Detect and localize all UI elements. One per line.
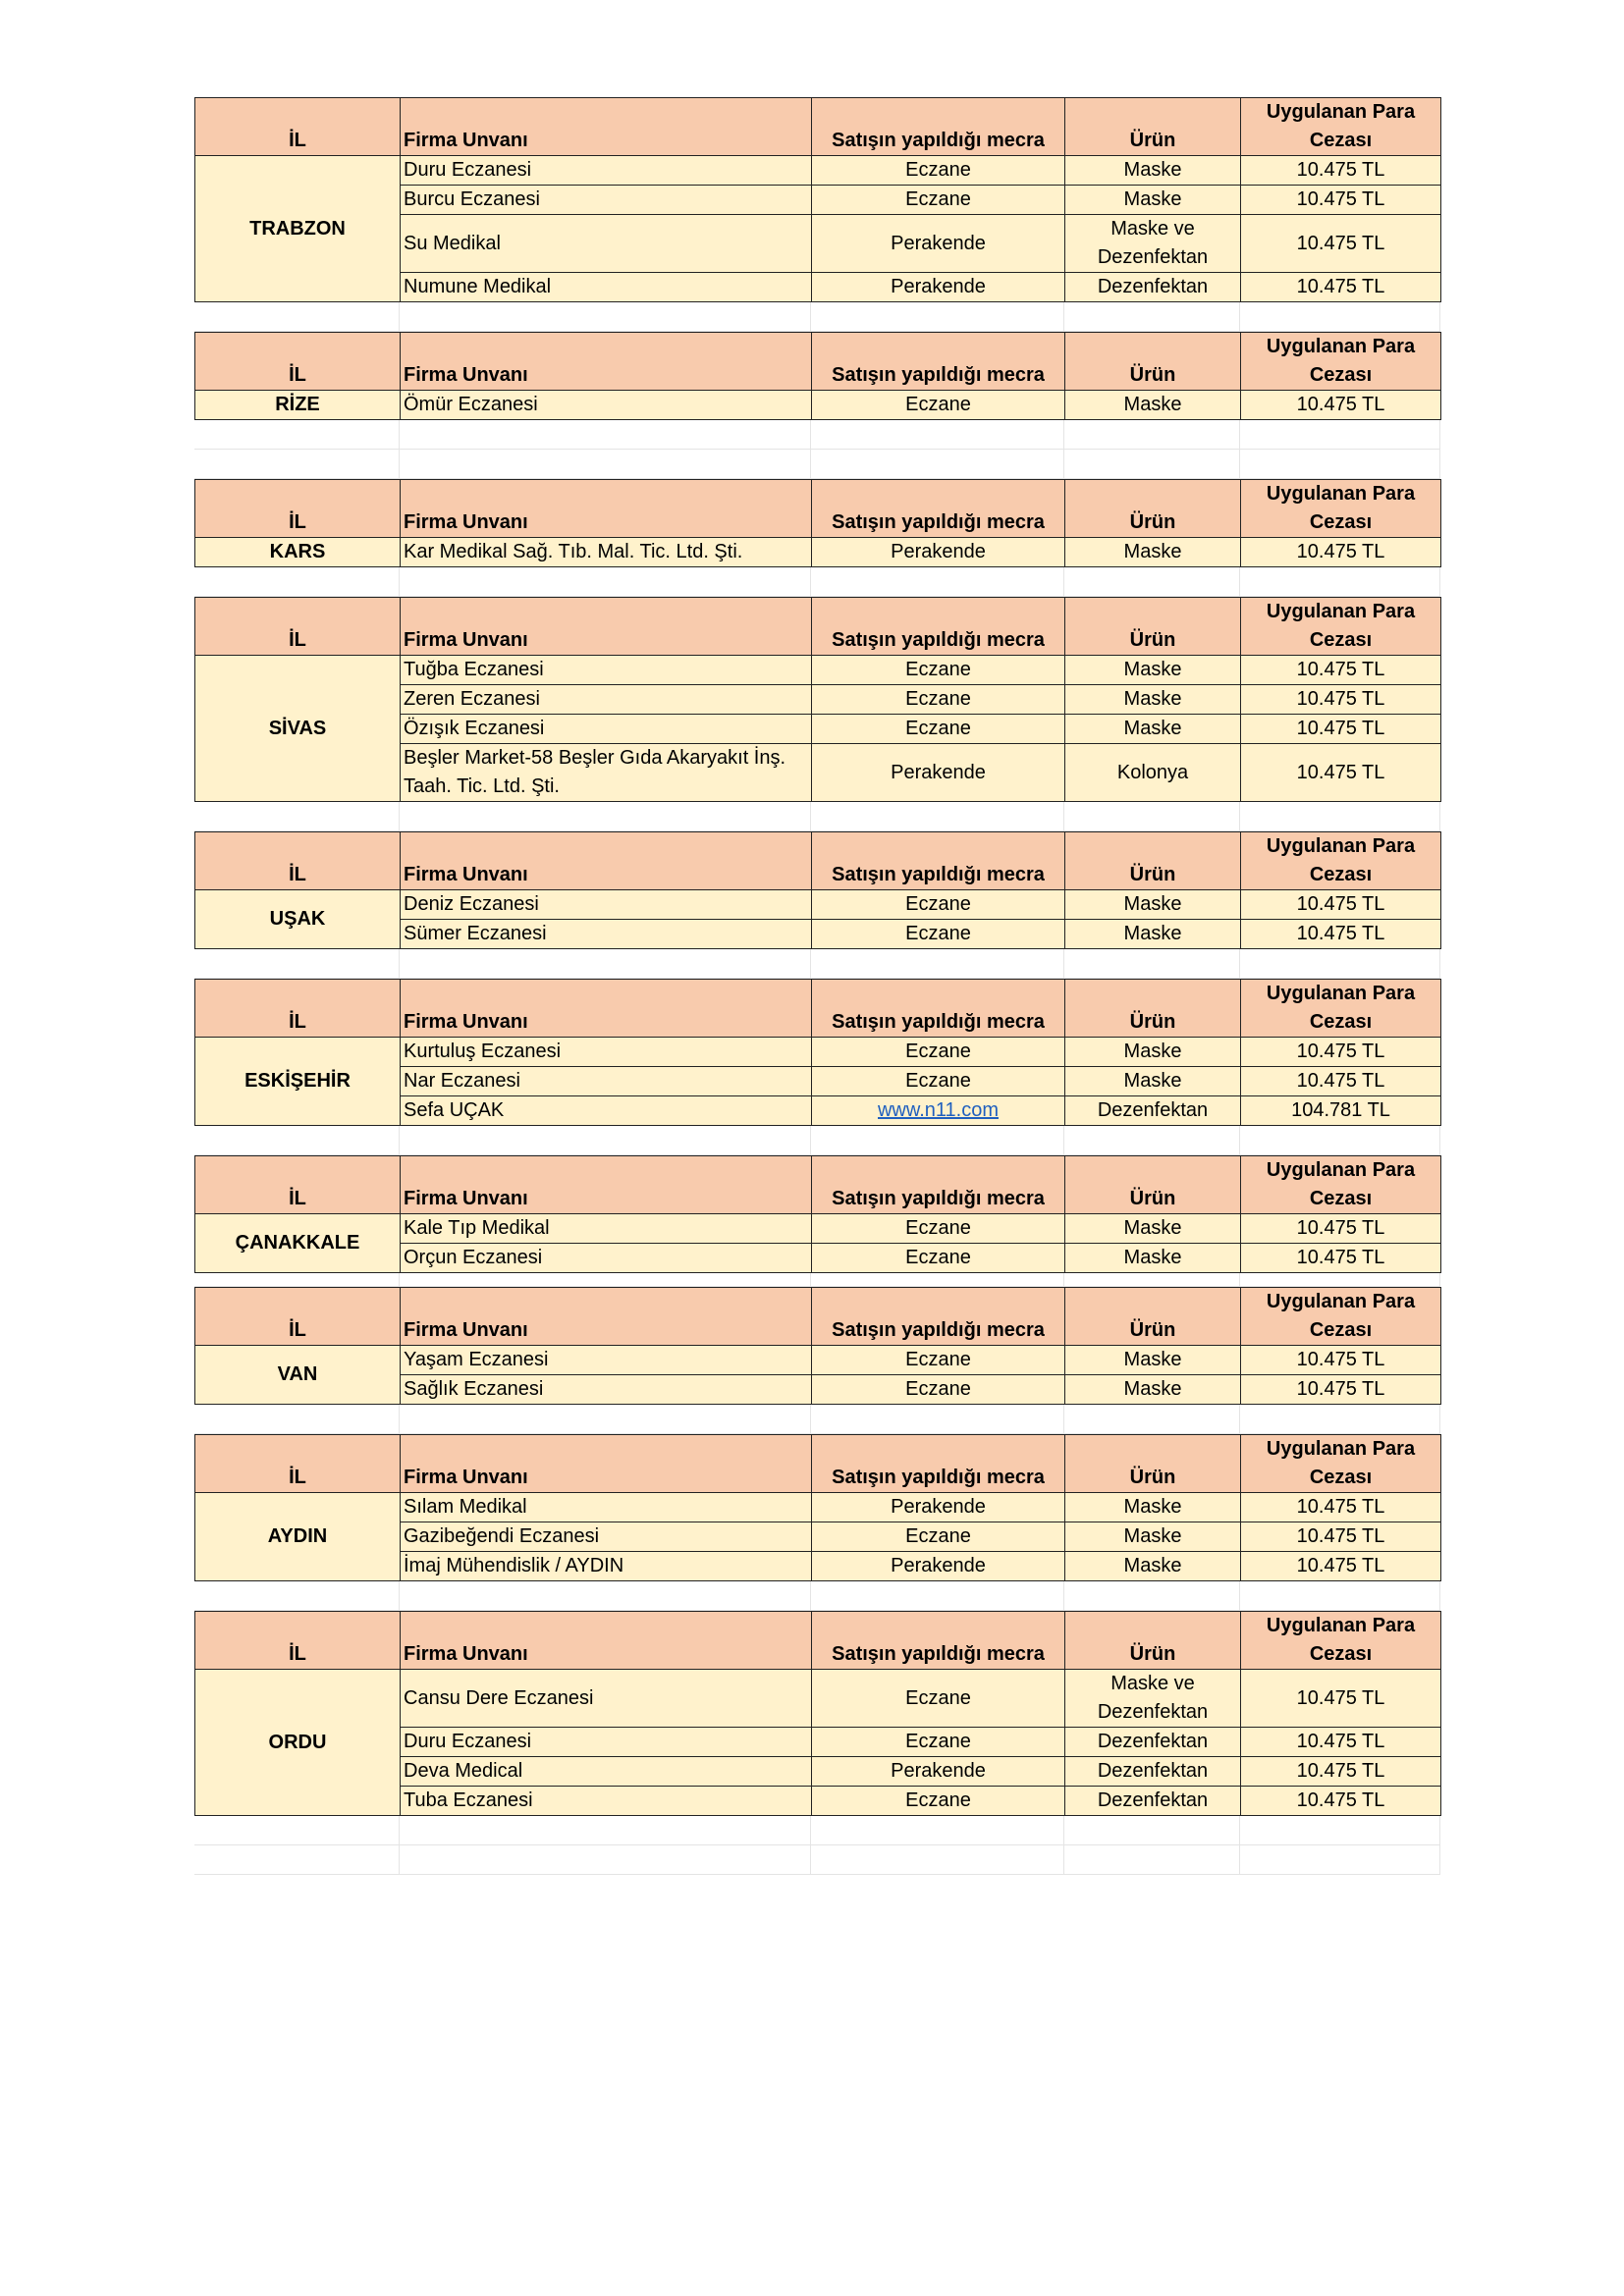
firm-name: Cansu Dere Eczanesi [401, 1670, 812, 1728]
product: Maske [1065, 1346, 1241, 1375]
product: Maske ve Dezenfektan [1065, 215, 1241, 273]
sales-channel: Eczane [812, 156, 1065, 186]
empty-cell [400, 420, 811, 450]
fine-amount: 10.475 TL [1241, 1214, 1441, 1244]
fine-amount: 10.475 TL [1241, 744, 1441, 802]
sales-channel: Eczane [812, 1346, 1065, 1375]
firm-name: Gazibeğendi Eczanesi [401, 1522, 812, 1552]
firm-name: Duru Eczanesi [401, 156, 812, 186]
header-il: İL [195, 832, 401, 890]
province-table [194, 597, 1441, 802]
header-ceza: Uygulanan Para Cezası [1241, 598, 1441, 656]
header-il: İL [195, 98, 401, 156]
header-mecra: Satışın yapıldığı mecra [812, 598, 1065, 656]
sales-channel: Eczane [812, 890, 1065, 920]
header-urun: Ürün [1065, 98, 1241, 156]
empty-cell [400, 1816, 811, 1845]
province-table [194, 332, 1441, 420]
empty-cell [1240, 949, 1440, 979]
header-urun: Ürün [1065, 480, 1241, 538]
fine-amount: 10.475 TL [1241, 890, 1441, 920]
empty-cell [811, 302, 1064, 332]
spacer-rows [194, 1816, 1440, 1875]
sales-channel: Eczane [812, 1067, 1065, 1096]
fine-amount: 10.475 TL [1241, 1244, 1441, 1273]
header-firma: Firma Unvanı [401, 598, 812, 656]
table-row [195, 391, 1441, 420]
empty-cell [400, 450, 811, 479]
table-row [195, 538, 1441, 567]
header-mecra: Satışın yapıldığı mecra [812, 980, 1065, 1038]
product: Dezenfektan [1065, 1757, 1241, 1787]
table-row [195, 1493, 1441, 1522]
header-il: İL [195, 1612, 401, 1670]
empty-cell [1240, 420, 1440, 450]
header-ceza: Uygulanan Para Cezası [1241, 1156, 1441, 1214]
empty-cell [1240, 1816, 1440, 1845]
table-row [195, 1670, 1441, 1728]
sales-channel: Perakende [812, 1757, 1065, 1787]
spacer-rows [194, 302, 1440, 332]
empty-cell [1240, 1581, 1440, 1611]
sales-channel: Perakende [812, 744, 1065, 802]
province-table [194, 97, 1441, 302]
product: Maske [1065, 1067, 1241, 1096]
table-row [195, 1346, 1441, 1375]
sales-channel-link[interactable]: www.n11.com [877, 1099, 999, 1121]
product: Dezenfektan [1065, 1096, 1241, 1126]
empty-cell [1240, 1845, 1440, 1875]
header-firma: Firma Unvanı [401, 980, 812, 1038]
spacer-rows [194, 802, 1440, 831]
empty-cell [194, 949, 400, 979]
header-ceza: Uygulanan Para Cezası [1241, 480, 1441, 538]
empty-cell [400, 802, 811, 831]
fine-amount: 10.475 TL [1241, 715, 1441, 744]
header-firma: Firma Unvanı [401, 832, 812, 890]
sales-channel: Eczane [812, 1214, 1065, 1244]
empty-cell [194, 1845, 400, 1875]
spacer-rows [194, 1405, 1440, 1434]
header-firma: Firma Unvanı [401, 1156, 812, 1214]
fine-amount: 10.475 TL [1241, 1552, 1441, 1581]
product: Dezenfektan [1065, 1728, 1241, 1757]
sales-channel: Eczane [812, 1787, 1065, 1816]
province-name: TRABZON [195, 156, 401, 302]
empty-cell [400, 1581, 811, 1611]
firm-name: Tuğba Eczanesi [401, 656, 812, 685]
empty-cell [1064, 1126, 1240, 1155]
empty-cell [194, 1126, 400, 1155]
empty-cell [811, 567, 1064, 597]
spacer-rows [194, 420, 1440, 479]
sales-channel: Perakende [812, 215, 1065, 273]
header-firma: Firma Unvanı [401, 480, 812, 538]
table-row [195, 1214, 1441, 1244]
fine-amount: 10.475 TL [1241, 186, 1441, 215]
header-row [195, 1288, 1441, 1346]
header-urun: Ürün [1065, 832, 1241, 890]
empty-cell [811, 1845, 1064, 1875]
empty-cell [194, 1273, 400, 1287]
fine-amount: 10.475 TL [1241, 685, 1441, 715]
firm-name: Deva Medical [401, 1757, 812, 1787]
fine-amount: 10.475 TL [1241, 1493, 1441, 1522]
empty-cell [400, 1126, 811, 1155]
sales-channel: Eczane [812, 715, 1065, 744]
header-firma: Firma Unvanı [401, 1435, 812, 1493]
spacer-rows [194, 567, 1440, 597]
empty-cell [1064, 567, 1240, 597]
header-ceza: Uygulanan Para Cezası [1241, 98, 1441, 156]
empty-cell [400, 949, 811, 979]
province-name: ESKİŞEHİR [195, 1038, 401, 1126]
table-row [195, 156, 1441, 186]
fine-amount: 10.475 TL [1241, 273, 1441, 302]
empty-cell [1240, 1126, 1440, 1155]
product: Maske [1065, 1375, 1241, 1405]
product: Maske [1065, 656, 1241, 685]
firm-name: Nar Eczanesi [401, 1067, 812, 1096]
empty-cell [400, 1273, 811, 1287]
table-row [195, 1038, 1441, 1067]
fine-amount: 10.475 TL [1241, 1787, 1441, 1816]
sales-channel: Perakende [812, 1552, 1065, 1581]
spacer-rows [194, 1273, 1440, 1287]
firm-name: Sümer Eczanesi [401, 920, 812, 949]
fine-amount: 10.475 TL [1241, 1038, 1441, 1067]
header-urun: Ürün [1065, 333, 1241, 391]
province-table [194, 1155, 1441, 1273]
header-mecra: Satışın yapıldığı mecra [812, 1288, 1065, 1346]
empty-cell [194, 450, 400, 479]
empty-cell [1240, 302, 1440, 332]
empty-cell [1064, 302, 1240, 332]
header-row [195, 480, 1441, 538]
fine-amount: 10.475 TL [1241, 920, 1441, 949]
product: Dezenfektan [1065, 1787, 1241, 1816]
product: Maske [1065, 685, 1241, 715]
province-name: ÇANAKKALE [195, 1214, 401, 1273]
product: Maske [1065, 920, 1241, 949]
sales-channel: Eczane [812, 920, 1065, 949]
empty-cell [194, 302, 400, 332]
product: Maske [1065, 890, 1241, 920]
empty-cell [400, 1405, 811, 1434]
header-ceza: Uygulanan Para Cezası [1241, 832, 1441, 890]
province-name: SİVAS [195, 656, 401, 802]
province-table [194, 979, 1441, 1126]
product: Maske [1065, 1552, 1241, 1581]
empty-cell [811, 1816, 1064, 1845]
header-il: İL [195, 1156, 401, 1214]
province-table [194, 1287, 1441, 1405]
header-mecra: Satışın yapıldığı mecra [812, 98, 1065, 156]
header-row [195, 1156, 1441, 1214]
product: Maske [1065, 1493, 1241, 1522]
empty-cell [1240, 802, 1440, 831]
header-il: İL [195, 480, 401, 538]
header-ceza: Uygulanan Para Cezası [1241, 1288, 1441, 1346]
empty-cell [1064, 1581, 1240, 1611]
empty-cell [811, 1581, 1064, 1611]
header-firma: Firma Unvanı [401, 1288, 812, 1346]
empty-cell [1064, 1845, 1240, 1875]
empty-cell [1064, 802, 1240, 831]
product: Maske [1065, 1038, 1241, 1067]
firm-name: Su Medikal [401, 215, 812, 273]
sales-channel: Eczane [812, 1244, 1065, 1273]
empty-cell [811, 1405, 1064, 1434]
province-name: VAN [195, 1346, 401, 1405]
empty-cell [194, 1405, 400, 1434]
header-il: İL [195, 980, 401, 1038]
firm-name: Tuba Eczanesi [401, 1787, 812, 1816]
empty-cell [1064, 1816, 1240, 1845]
header-il: İL [195, 1288, 401, 1346]
empty-cell [1240, 1273, 1440, 1287]
sales-channel: Eczane [812, 1375, 1065, 1405]
sales-channel: Eczane [812, 391, 1065, 420]
empty-cell [1240, 450, 1440, 479]
fine-amount: 10.475 TL [1241, 215, 1441, 273]
header-urun: Ürün [1065, 1156, 1241, 1214]
empty-cell [811, 450, 1064, 479]
province-table [194, 831, 1441, 949]
empty-cell [194, 420, 400, 450]
sales-channel: Eczane [812, 685, 1065, 715]
sales-channel: Perakende [812, 1493, 1065, 1522]
empty-cell [194, 802, 400, 831]
fine-amount: 10.475 TL [1241, 1757, 1441, 1787]
product: Dezenfektan [1065, 273, 1241, 302]
header-ceza: Uygulanan Para Cezası [1241, 980, 1441, 1038]
firm-name: Yaşam Eczanesi [401, 1346, 812, 1375]
empty-cell [1064, 1273, 1240, 1287]
header-ceza: Uygulanan Para Cezası [1241, 333, 1441, 391]
firm-name: Sağlık Eczanesi [401, 1375, 812, 1405]
empty-cell [811, 1273, 1064, 1287]
empty-cell [811, 1126, 1064, 1155]
fine-amount: 10.475 TL [1241, 1067, 1441, 1096]
firm-name: Kurtuluş Eczanesi [401, 1038, 812, 1067]
firm-name: Kar Medikal Sağ. Tıb. Mal. Tic. Ltd. Şti. [401, 538, 812, 567]
product: Maske [1065, 1214, 1241, 1244]
empty-cell [194, 1816, 400, 1845]
firm-name: Duru Eczanesi [401, 1728, 812, 1757]
spreadsheet-page [194, 97, 1440, 1875]
product: Maske [1065, 186, 1241, 215]
spacer-rows [194, 1126, 1440, 1155]
header-urun: Ürün [1065, 598, 1241, 656]
firm-name: Sefa UÇAK [401, 1096, 812, 1126]
header-il: İL [195, 598, 401, 656]
product: Maske [1065, 156, 1241, 186]
fine-amount: 104.781 TL [1241, 1096, 1441, 1126]
empty-cell [400, 1845, 811, 1875]
firm-name: Numune Medikal [401, 273, 812, 302]
header-il: İL [195, 1435, 401, 1493]
sales-channel: Eczane [812, 1728, 1065, 1757]
firm-name: Kale Tıp Medikal [401, 1214, 812, 1244]
spacer-rows [194, 949, 1440, 979]
sales-channel: Eczane [812, 656, 1065, 685]
empty-cell [1240, 1405, 1440, 1434]
firm-name: Zeren Eczanesi [401, 685, 812, 715]
sales-channel: Perakende [812, 538, 1065, 567]
empty-cell [1240, 567, 1440, 597]
header-urun: Ürün [1065, 1435, 1241, 1493]
header-firma: Firma Unvanı [401, 1612, 812, 1670]
header-row [195, 1612, 1441, 1670]
province-name: RİZE [195, 391, 401, 420]
table-row [195, 656, 1441, 685]
fine-amount: 10.475 TL [1241, 1670, 1441, 1728]
firm-name: Ömür Eczanesi [401, 391, 812, 420]
product: Maske ve Dezenfektan [1065, 1670, 1241, 1728]
header-row [195, 832, 1441, 890]
product: Maske [1065, 715, 1241, 744]
header-il: İL [195, 333, 401, 391]
header-row [195, 598, 1441, 656]
header-ceza: Uygulanan Para Cezası [1241, 1612, 1441, 1670]
product: Maske [1065, 391, 1241, 420]
fine-amount: 10.475 TL [1241, 1346, 1441, 1375]
header-mecra: Satışın yapıldığı mecra [812, 832, 1065, 890]
empty-cell [1064, 949, 1240, 979]
firm-name: Deniz Eczanesi [401, 890, 812, 920]
product: Maske [1065, 538, 1241, 567]
empty-cell [1064, 420, 1240, 450]
header-urun: Ürün [1065, 1288, 1241, 1346]
province-table [194, 479, 1441, 567]
sales-channel: Perakende [812, 273, 1065, 302]
header-mecra: Satışın yapıldığı mecra [812, 1612, 1065, 1670]
product: Kolonya [1065, 744, 1241, 802]
firm-name: Orçun Eczanesi [401, 1244, 812, 1273]
province-name: UŞAK [195, 890, 401, 949]
province-name: AYDIN [195, 1493, 401, 1581]
empty-cell [811, 949, 1064, 979]
sales-channel: Eczane [812, 186, 1065, 215]
empty-cell [811, 420, 1064, 450]
empty-cell [400, 567, 811, 597]
firm-name: İmaj Mühendislik / AYDIN [401, 1552, 812, 1581]
firm-name: Beşler Market-58 Beşler Gıda Akaryakıt İnş. Taah. Tic. Ltd. Şti. [401, 744, 812, 802]
header-row [195, 98, 1441, 156]
fine-amount: 10.475 TL [1241, 656, 1441, 685]
fine-amount: 10.475 TL [1241, 1522, 1441, 1552]
province-table [194, 1434, 1441, 1581]
header-mecra: Satışın yapıldığı mecra [812, 1156, 1065, 1214]
sales-channel: Eczane [812, 1038, 1065, 1067]
firm-name: Burcu Eczanesi [401, 186, 812, 215]
product: Maske [1065, 1244, 1241, 1273]
empty-cell [400, 302, 811, 332]
sales-channel: Eczane [812, 1670, 1065, 1728]
empty-cell [194, 567, 400, 597]
spacer-rows [194, 1581, 1440, 1611]
product: Maske [1065, 1522, 1241, 1552]
firm-name: Özışık Eczanesi [401, 715, 812, 744]
empty-cell [194, 1581, 400, 1611]
header-mecra: Satışın yapıldığı mecra [812, 1435, 1065, 1493]
header-firma: Firma Unvanı [401, 333, 812, 391]
fine-amount: 10.475 TL [1241, 1375, 1441, 1405]
sales-channel [812, 1096, 1065, 1126]
empty-cell [1064, 450, 1240, 479]
fine-amount: 10.475 TL [1241, 1728, 1441, 1757]
empty-cell [811, 802, 1064, 831]
table-row [195, 890, 1441, 920]
fine-amount: 10.475 TL [1241, 391, 1441, 420]
province-name: KARS [195, 538, 401, 567]
fine-amount: 10.475 TL [1241, 538, 1441, 567]
province-table [194, 1611, 1441, 1816]
header-firma: Firma Unvanı [401, 98, 812, 156]
header-urun: Ürün [1065, 1612, 1241, 1670]
header-row [195, 1435, 1441, 1493]
empty-cell [1064, 1405, 1240, 1434]
firm-name: Sılam Medikal [401, 1493, 812, 1522]
sales-channel: Eczane [812, 1522, 1065, 1552]
header-row [195, 980, 1441, 1038]
header-mecra: Satışın yapıldığı mecra [812, 333, 1065, 391]
fine-amount: 10.475 TL [1241, 156, 1441, 186]
header-urun: Ürün [1065, 980, 1241, 1038]
header-mecra: Satışın yapıldığı mecra [812, 480, 1065, 538]
province-name: ORDU [195, 1670, 401, 1816]
header-ceza: Uygulanan Para Cezası [1241, 1435, 1441, 1493]
header-row [195, 333, 1441, 391]
